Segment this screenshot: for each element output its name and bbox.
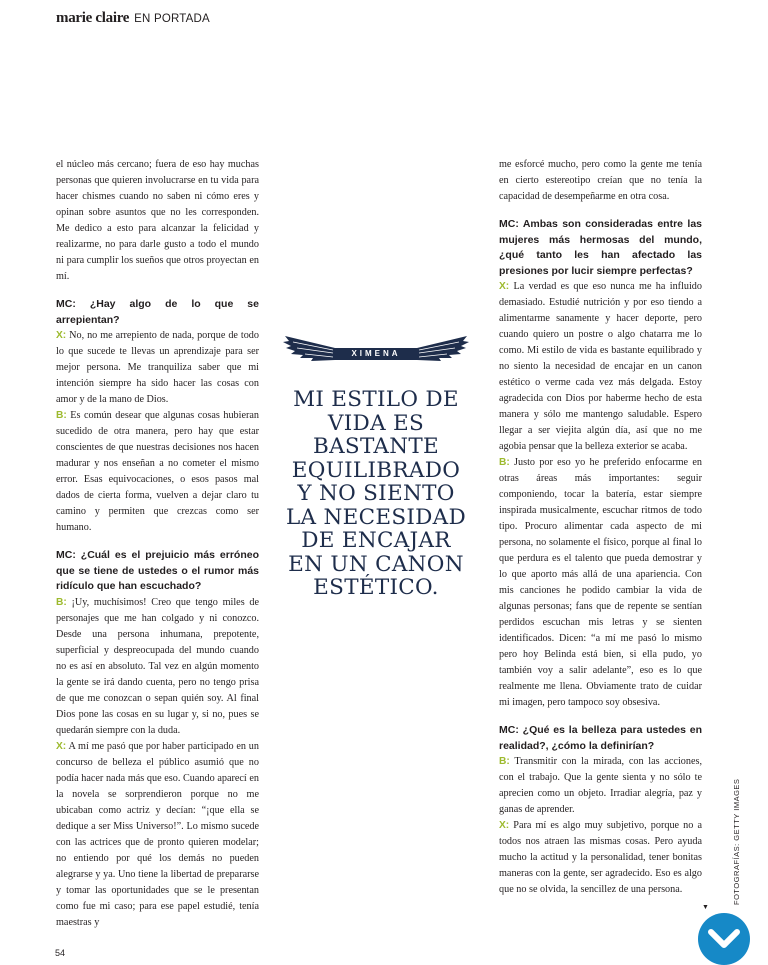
page-number: 54 — [55, 948, 66, 958]
pullquote-name: XIMENA — [335, 348, 417, 360]
section-label: EN PORTADA — [134, 13, 210, 25]
answer-paragraph — [499, 818, 702, 898]
next-page-button[interactable] — [698, 913, 750, 965]
answer-text: No, no me arrepiento de nada, porque de todo lo que sucede te llevas un aprendizaje para ser mejor persona. Me tranquiliza saber que mi intención siempre ha sido hacer las cosas con amor y de la mano de Dios. — [56, 330, 259, 405]
answer-paragraph — [56, 739, 259, 931]
answer-paragraph — [499, 455, 702, 711]
speaker-tag: X: — [499, 820, 510, 831]
speaker-tag: B: — [499, 756, 510, 767]
interview-question: MC: Ambas son consideradas entre las mujeres más hermosas del mundo, ¿qué tanto les han afectado las presiones por lucir siempre perfectas? — [499, 218, 702, 277]
paragraph: el núcleo más cercano; fuera de eso hay muchas personas que quieren involucrarse en tu vida para hacer chismes cuando no saben ni cómo eres y opinan sobre asuntos que no les corresponden. Me dedico a esto para alcanzar la felicidad y realizarme, no para darle gusto a todo el mundo ni para cumplir los sueños que otros proyectan en mí. — [56, 159, 259, 282]
article-column-right — [499, 157, 702, 898]
article-column-left — [56, 157, 259, 931]
wings-ornament-icon — [283, 332, 469, 372]
answer-text: Para mí es algo muy subjetivo, porque no a todos nos atraen las mismas cosas. Pero ayuda mucho la actitud y la personalidad, tener bonitas maneras con la gente, ser agradecido. Eso es algo que no se olvida, la sencillez de una persona. — [499, 820, 702, 895]
chevron-down-icon — [707, 928, 741, 950]
answer-paragraph — [499, 754, 702, 818]
pull-quote — [283, 332, 469, 600]
answer-paragraph — [56, 595, 259, 739]
speaker-tag: X: — [56, 330, 67, 341]
interview-question: MC: ¿Qué es la belleza para ustedes en realidad?, ¿cómo la definirían? — [499, 724, 702, 752]
answer-text: ¡Uy, muchísimos! Creo que tengo miles de personajes que me han colgado y ni conozco. Desde una persona inhumana, prepotente, superficial y despreocupada del mundo cuando no es así en absoluto. Tal vez en algún momento la gente se irá dando cuenta, pero no tengo prisa de que me conozcan o sepan quién soy. Al final Dios pone las cosas en su lugar y, si no, pues se quedarán siempre con la duda. — [56, 596, 259, 736]
answer-paragraph — [499, 279, 702, 455]
speaker-tag: X: — [499, 281, 510, 292]
magazine-logo: marie claire — [56, 10, 130, 26]
page-header — [56, 10, 210, 27]
speaker-tag: B: — [56, 410, 67, 421]
answer-text: La verdad es que eso nunca me ha influido demasiado. Estudié nutrición y por eso tiendo a alimentarme sanamente y hacer deporte, pero cuando quiero un postre o algo chatarra me lo como. Mi estilo de vida es bastante equilibrado y no siento la necesidad de encajar en un canon estético o verme cada vez más delgada. Estoy agradecida con Dios por haberme hecho de esta manera y sólo me mantengo saludable. Espero llegar a ser viejita algún día, así que no me agobia pensar que la belleza exterior se acaba. — [499, 281, 702, 452]
interview-question: MC: ¿Hay algo de lo que se arrepientan? — [56, 298, 259, 326]
answer-paragraph — [56, 408, 259, 536]
answer-text: Transmitir con la mirada, con las acciones, con el trabajo. Que la gente sienta y no sólo te aprecien como un objeto. Irradiar alegría, paz y ganas de aprender. — [499, 756, 702, 815]
speaker-tag: X: — [56, 740, 67, 752]
interview-question: MC: ¿Cuál es el prejuicio más erróneo que se tiene de ustedes o el rumor más ridículo que han escuchado? — [56, 549, 259, 592]
answer-paragraph — [56, 328, 259, 408]
answer-text: Justo por eso yo he preferido enfocarme en otras áreas más importantes: seguir componiendo, tocar la batería, estar siempre inspirada musicalmente, escuchar ritmos de todo tipo. Procuro alimentar cada aspecto de mi persona, no solamente el físico, porque al final lo que perdura es el talento que pueda demostrar y lo que aporto más allá de una apariencia. Con mis canciones he podido cambiar la vida de algunas personas; fans que de repente se sentían perdidos escuchan mis letras y se sienten identificados. Dicen: “a mí me pasó lo mismo pero hoy Belinda está bien, si ella pudo, yo también voy a salir adelante”, eso es lo que realmente me llena. Obviamente trato de cuidar mi imagen, pero tampoco soy obsesiva. — [499, 457, 702, 708]
end-triangle-icon: ▼ — [702, 903, 709, 911]
answer-text: Es común desear que algunas cosas hubieran sucedido de otra manera, pero hay que estar conscientes de que nuestras decisiones nos hacen madurar y nos enseñan a no cometer el mismo error. Esas equivocaciones, o esos pasos mal dados de cierta forma, vuelven a dejar claro tu camino y permiten que crezcas como ser humano. — [56, 410, 259, 533]
pullquote-text: MI ESTILO DE VIDA ES BASTANTE EQUILIBRADO Y NO SIENTO LA NECESIDAD DE ENCAJAR EN UN CANON ESTÉTICO. — [285, 387, 467, 600]
photo-credit: FOTOGRAFÍAS: GETTY IMAGES — [732, 778, 741, 905]
speaker-tag: B: — [56, 596, 67, 608]
speaker-tag: B: — [499, 457, 510, 468]
paragraph: me esforcé mucho, pero como la gente me tenía en cierto estereotipo creían que no tenía la capacidad de desempeñarme en otra cosa. — [499, 159, 702, 202]
answer-text: A mí me pasó que por haber participado en un concurso de belleza el público asumió que no podía hacer nada más que eso. Cuando aparecí en la novela se sorprendieron porque no me ubicaban como actriz y decían: “¡que ella se dedique a ser Miss Universo!”. Lo mismo sucede con las actrices que de pronto quieren modelar; no entiendo por qué los demás no pueden alegrarse y ya. Uno tiene la libertad de prepararse y tomar las oportunidades que se le presentan como fue mi caso; para ese papel estudié, tenía maestras y — [56, 740, 259, 928]
